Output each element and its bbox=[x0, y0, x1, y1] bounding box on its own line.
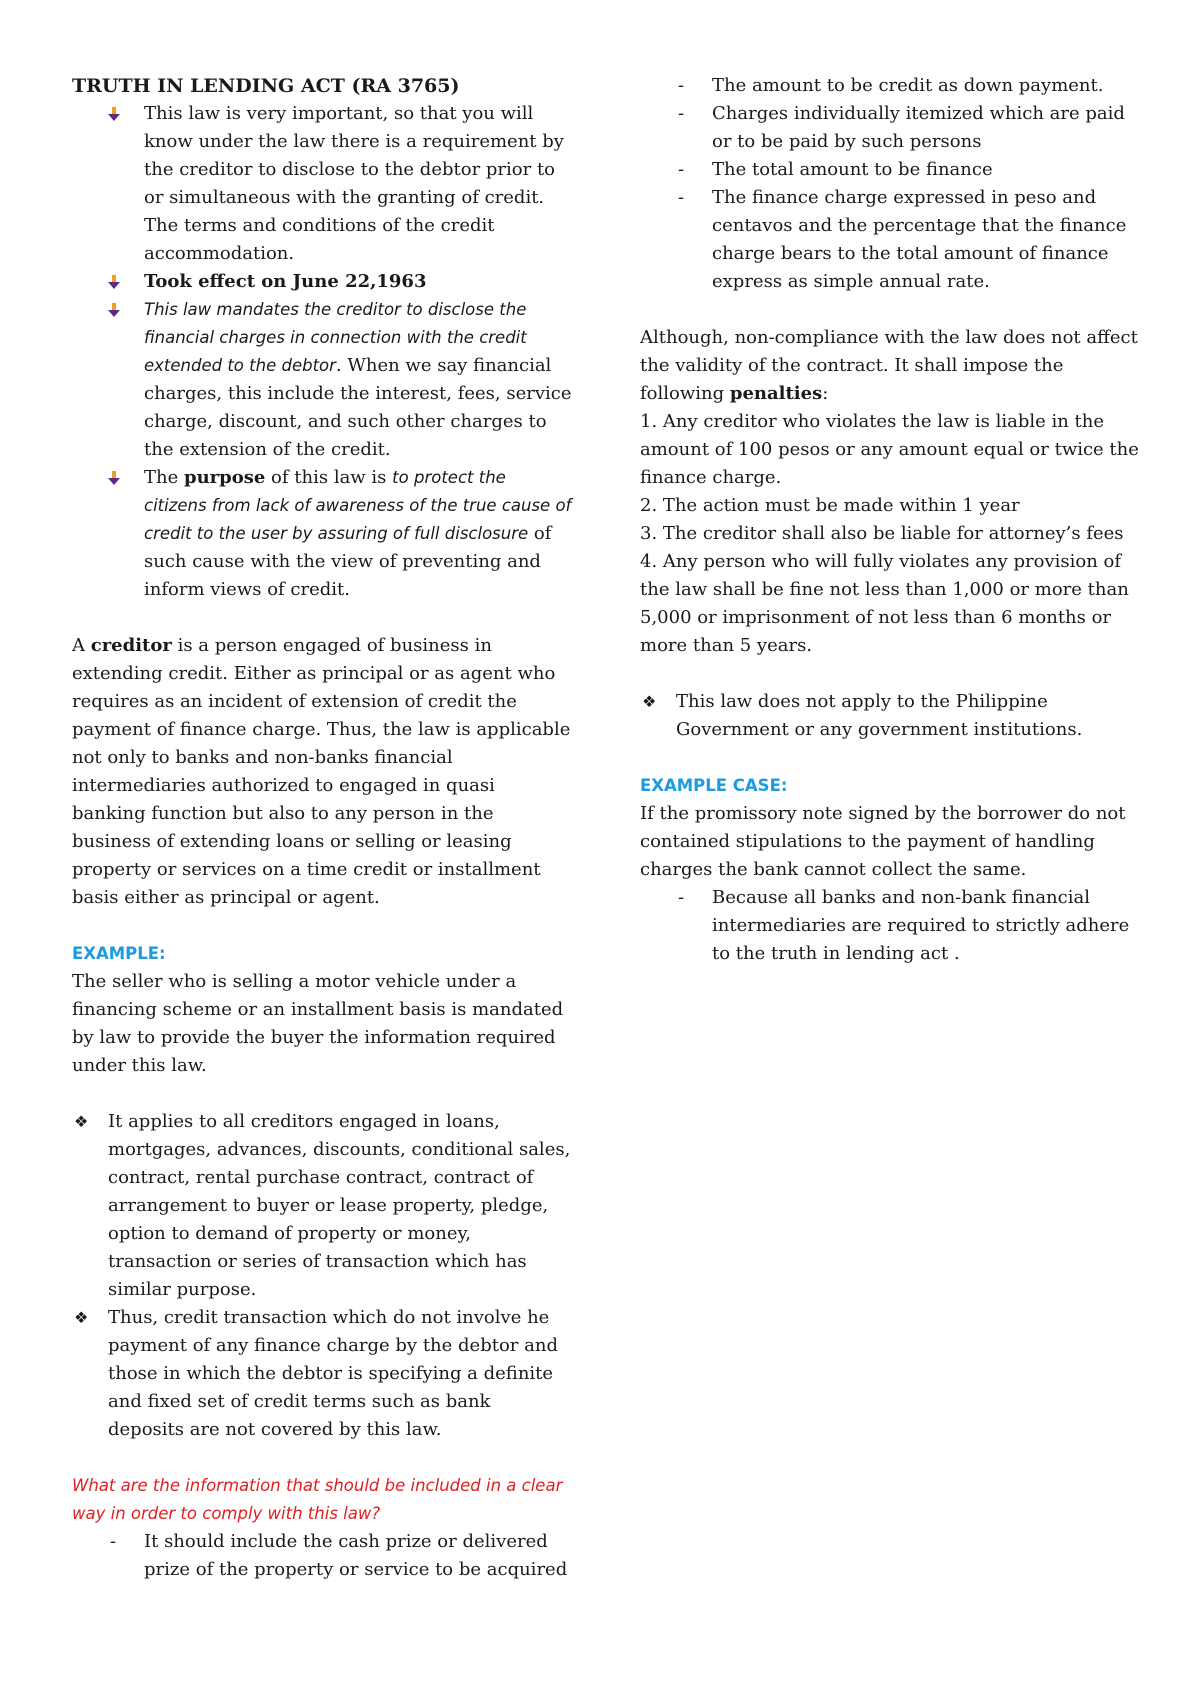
example-case-reason bbox=[640, 884, 1140, 968]
creditor-pre-text: A bbox=[72, 635, 91, 656]
penalties-intro-text: Although, non-compliance with the law does not affect the validity of the contract. It shall impose the following bbox=[640, 327, 1138, 404]
intro-bullet-text: This law is very important, so that you will know under the law there is a requirement by the creditor to disclose to the debtor prior to or simultaneous with the granting of credit. The terms and conditions of the credit accommodation. bbox=[144, 103, 564, 264]
penalty-item-4: 4. Any person who will fully violates any provision of the law shall be fine not less than 1,000 or more than 5,000 or imprisonment of not less than 6 months or more than 5 years. bbox=[640, 551, 1129, 656]
info-item-2 bbox=[640, 72, 1140, 100]
left-column bbox=[72, 72, 572, 1584]
coverage-item-text: It applies to all creditors engaged in loans, mortgages, advances, discounts, conditional sales, contract, rental purchase contract, contract of arrangement to buyer or lease property, pledge, option to demand of property or money, transaction or series of transaction which has similar purpose. bbox=[108, 1111, 571, 1300]
info-item-1 bbox=[72, 1528, 572, 1584]
intro-bullet-1 bbox=[72, 100, 572, 268]
info-item-5 bbox=[640, 184, 1140, 296]
intro-bullet-3 bbox=[72, 296, 572, 464]
creditor-rest-text: is a person engaged of business in extending credit. Either as principal or as agent who requires as an incident of extension of credit the payment of finance charge. Thus, the law is applicable not only to banks and non-banks financial intermediaries authorized to engaged in quasi banking function but also to any person in the business of extending loans or selling or leasing property or services on a time credit or installment basis either as principal or agent. bbox=[72, 635, 571, 908]
penalties-colon: : bbox=[822, 383, 829, 404]
info-item-text: The finance charge expressed in peso and centavos and the percentage that the finance charge bears to the total amount of finance express as simple annual rate. bbox=[712, 187, 1127, 292]
penalties-term: penalties bbox=[729, 383, 823, 404]
info-item-text: It should include the cash prize or delivered prize of the property or service to be acquired bbox=[144, 1531, 568, 1580]
mandate-italic-text: This law mandates the creditor to disclose the financial charges in connection with the credit extended to the debtor bbox=[144, 300, 527, 375]
example-case-heading: EXAMPLE CASE: bbox=[640, 776, 788, 795]
mandate-rest-text: . When we say financial charges, this include the interest, fees, service charge, discount, and such other charges to the extension of the credit. bbox=[144, 355, 572, 460]
coverage-list bbox=[72, 1108, 572, 1444]
dash-bullet: - bbox=[678, 75, 685, 96]
dash-bullet: - bbox=[678, 187, 685, 208]
info-item-4 bbox=[640, 156, 1140, 184]
exemption-item bbox=[640, 688, 1140, 744]
dash-bullet: - bbox=[678, 887, 685, 908]
example-heading: EXAMPLE: bbox=[72, 944, 166, 963]
four-diamond-bullet-icon: ❖ bbox=[642, 692, 657, 711]
example-case-reason-list bbox=[640, 884, 1140, 968]
info-item-text: The total amount to be finance bbox=[712, 159, 993, 180]
info-list-right bbox=[640, 72, 1140, 296]
creditor-definition bbox=[72, 632, 572, 912]
effectivity-date-text: Took effect on June 22,1963 bbox=[144, 271, 427, 292]
dash-bullet: - bbox=[678, 103, 685, 124]
dash-bullet: - bbox=[110, 1531, 117, 1552]
example-text: The seller who is selling a motor vehicle under a financing scheme or an installment basis is mandated by law to provide the buyer the information required under this law. bbox=[72, 971, 564, 1076]
intro-bullet-2 bbox=[72, 268, 572, 296]
coverage-item-text: Thus, credit transaction which do not involve he payment of any finance charge by the debtor and those in which the debtor is specifying a definite and fixed set of credit terms such as bank deposits are not covered by this law. bbox=[108, 1307, 558, 1440]
exemption-list bbox=[640, 688, 1140, 744]
dash-bullet: - bbox=[678, 159, 685, 180]
down-arrow-bullet-icon bbox=[106, 274, 122, 290]
right-column bbox=[640, 72, 1140, 968]
purpose-bold-text: purpose bbox=[183, 467, 266, 488]
penalty-item-1: 1. Any creditor who violates the law is liable in the amount of 100 pesos or any amount equal or twice the finance charge. bbox=[640, 411, 1139, 488]
coverage-item-1 bbox=[72, 1108, 572, 1304]
info-list-left bbox=[72, 1528, 572, 1584]
example-case-reason-text: Because all banks and non-bank financial intermediaries are required to strictly adhere to the truth in lending act . bbox=[712, 887, 1130, 964]
example-case-text: If the promissory note signed by the borrower do not contained stipulations to the payment of handling charges the bank cannot collect the same. bbox=[640, 803, 1126, 880]
information-question: What are the information that should be included in a clear way in order to comply with this law? bbox=[72, 1476, 563, 1523]
penalty-item-3: 3. The creditor shall also be liable for attorney’s fees bbox=[640, 523, 1124, 544]
four-diamond-bullet-icon: ❖ bbox=[74, 1308, 89, 1327]
info-item-text: Charges individually itemized which are paid or to be paid by such persons bbox=[712, 103, 1125, 152]
document-title: TRUTH IN LENDING ACT (RA 3765) bbox=[72, 75, 460, 97]
four-diamond-bullet-icon: ❖ bbox=[74, 1112, 89, 1131]
intro-bullet-list bbox=[72, 100, 572, 604]
down-arrow-bullet-icon bbox=[106, 106, 122, 122]
purpose-pre-text: The bbox=[144, 467, 184, 488]
creditor-term: creditor bbox=[90, 635, 172, 656]
purpose-italic-text: to protect the citizens from lack of awareness of the true cause of credit to the user by assuring of full disclosure bbox=[144, 468, 572, 543]
purpose-rest-text: of such cause with the view of preventing and inform views of credit. bbox=[144, 523, 552, 600]
down-arrow-bullet-icon bbox=[106, 302, 122, 318]
coverage-item-2 bbox=[72, 1304, 572, 1444]
intro-bullet-4 bbox=[72, 464, 572, 604]
down-arrow-bullet-icon bbox=[106, 470, 122, 486]
penalties-intro bbox=[640, 324, 1140, 408]
penalty-item-2: 2. The action must be made within 1 year bbox=[640, 495, 1020, 516]
info-item-text: The amount to be credit as down payment. bbox=[712, 75, 1104, 96]
exemption-text: This law does not apply to the Philippine Government or any government institutions. bbox=[676, 691, 1083, 740]
info-item-3 bbox=[640, 100, 1140, 156]
purpose-mid-text: of this law is bbox=[265, 467, 393, 488]
